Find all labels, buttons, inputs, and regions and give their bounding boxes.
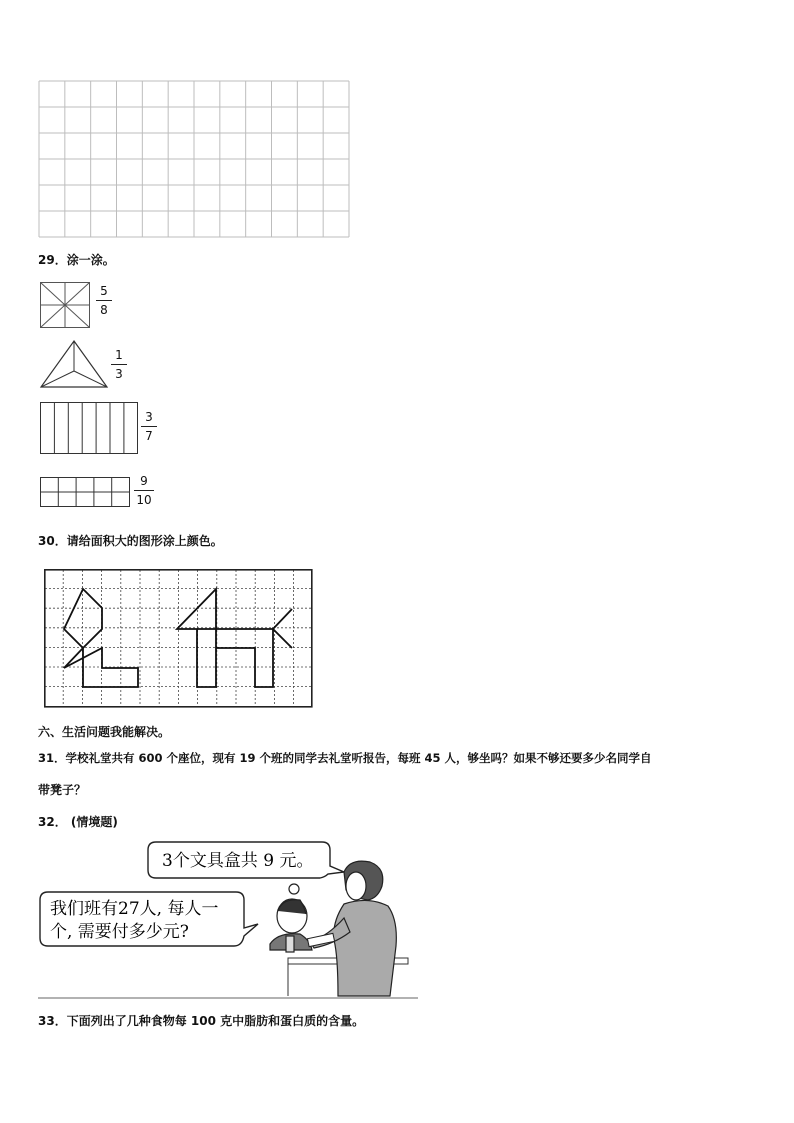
- rectangle-tenths-figure[interactable]: [40, 477, 130, 507]
- fraction-numerator: 1: [115, 348, 123, 362]
- shape-right[interactable]: [177, 589, 216, 687]
- fraction-denominator: 3: [115, 367, 123, 381]
- speech-text-left-line-2: 个, 需要付多少元?: [50, 922, 189, 942]
- rectangle-sevenths-figure[interactable]: [40, 402, 138, 454]
- fraction-bar: [141, 426, 157, 427]
- fraction-9-10: [134, 474, 154, 507]
- question-30-label: 30．请给面积大的图形涂上颜色。: [38, 534, 223, 548]
- fraction-5-8: [96, 284, 112, 317]
- section-6-heading: 六、生活问题我能解决。: [38, 725, 171, 739]
- shape-left[interactable]: [64, 589, 138, 687]
- fraction-1-3: [111, 348, 127, 381]
- square-eighths-figure[interactable]: [40, 282, 90, 328]
- shape-right-part[interactable]: [197, 609, 292, 687]
- speech-text-right: 3个文具盒共 9 元。: [162, 851, 314, 871]
- fraction-numerator: 3: [145, 410, 153, 424]
- fraction-3-7: [141, 410, 157, 443]
- fraction-bar: [134, 490, 154, 491]
- girl-figure: [270, 884, 312, 952]
- dotted-grid-figures: [44, 569, 314, 709]
- triangle-thirds-figure[interactable]: [40, 340, 108, 388]
- fraction-numerator: 9: [140, 474, 148, 488]
- situation-illustration: [38, 836, 418, 1001]
- question-31-line-1: 31．学校礼堂共有 600 个座位，现有 19 个班的同学去礼堂听报告，每班 45 人，够坐吗？如果不够还要多少名同学自: [38, 751, 652, 765]
- fraction-bar: [96, 300, 112, 301]
- woman-figure: [310, 861, 396, 996]
- fraction-numerator: 5: [100, 284, 108, 298]
- fraction-denominator: 10: [136, 493, 152, 507]
- speech-text-left-line-1: 我们班有27人, 每人一: [50, 899, 219, 919]
- question-31-line-2: 带凳子？: [38, 783, 87, 797]
- fraction-bar: [111, 364, 127, 365]
- fraction-denominator: 7: [145, 429, 153, 443]
- question-32-label: 32． (情境题): [38, 815, 118, 829]
- blank-grid: [38, 80, 350, 238]
- question-33-label: 33．下面列出了几种食物每 100 克中脂肪和蛋白质的含量。: [38, 1014, 365, 1028]
- fraction-denominator: 8: [100, 303, 108, 317]
- question-29-label: 29．涂一涂。: [38, 253, 115, 267]
